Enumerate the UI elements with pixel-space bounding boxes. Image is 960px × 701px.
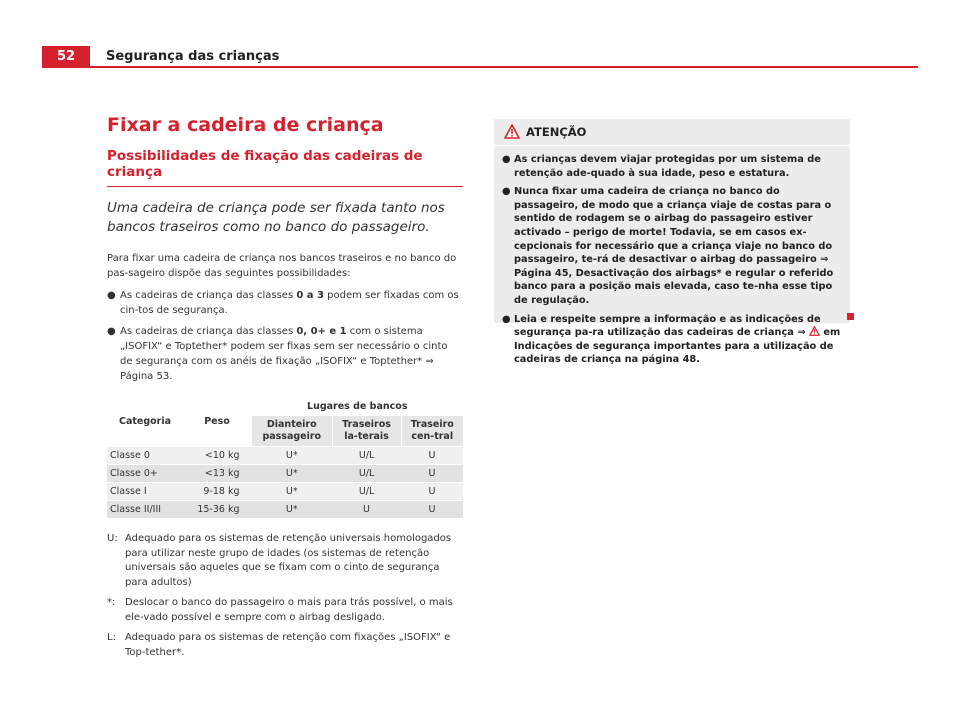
header-categoria: Categoria (107, 398, 183, 447)
intro-text: Uma cadeira de criança pode ser fixada tanto nos bancos traseiros como no banco do passageiro. (107, 200, 445, 235)
section-end-marker (847, 313, 854, 320)
table-row: Classe 0 <10 kg U* U/L U (107, 447, 463, 465)
warning-item: ● As crianças devem viajar protegidas por um sistema de retenção ade-quado à sua idade, peso e estatura. (502, 154, 821, 179)
bullet-item: ● As cadeiras de criança das classes 0 a 3 podem ser fixadas com os cin-tos de segurança. (107, 290, 459, 316)
legend-item: U: Adequado para os sistemas de retenção universais homologados para utilizar neste grupo de idades (os sistemas de retenção universais são aqueles que se fixam com o cinto de segurança para adultos) (107, 533, 452, 588)
warning-item: ● Leia e respeite sempre a informação e as indicações de segurança pa-ra utilização das cadeiras de criança ⇒ em Indicações de segurança importantes para a utilização de cadeiras de criança na página 48. (502, 313, 841, 366)
header-peso: Peso (183, 398, 252, 447)
main-column (107, 114, 463, 666)
bullet-dot-icon: ● (107, 326, 116, 337)
header-dianteiro: Dianteiro passageiro (252, 416, 333, 447)
legend-item: *: Deslocar o banco do passageiro o mais para trás possível, o mais ele-vado possível e sempre com o airbag desligado. (107, 597, 453, 623)
warning-body (502, 153, 842, 372)
header-traseiros-laterais: Traseiros la-terais (332, 416, 401, 447)
warning-item: ● Nunca fixar uma cadeira de criança no banco do passageiro, de modo que a criança viaje de costas para o sentido de rodagem se o airbag do passageiro estiver activado – perigo de morte! Todavia, se em casos ex-cepcionais for necessário que a criança viaje no banco do passageiro, te-rá de desactivar o airbag do passageiro ⇒ Página 45, Desactivação dos airbags* e regular o referido banco para a posição mais elevada, caso te-nha esse tipo de regulação. (502, 186, 834, 306)
section-title: Fixar a cadeira de criança (107, 114, 384, 136)
bullet-dot-icon: ● (107, 290, 116, 301)
legend-item: L: Adequado para os sistemas de retenção com fixações „ISOFIX“ e Top-tether*. (107, 632, 451, 658)
warning-triangle-icon (809, 326, 820, 336)
bullet-dot-icon: ● (502, 313, 511, 325)
table-row: Classe 0+ <13 kg U* U/L U (107, 465, 463, 483)
bullet-item: ● As cadeiras de criança das classes 0, 0+ e 1 com o sistema „ISOFIX“ e Toptether* podem ser fixas sem ser necessário o cinto de segurança com os anéis de fixação „ISOFIX“ e Toptether* ⇒ Página 53. (107, 326, 448, 382)
header-traseiro-central: Traseiro cen-tral (401, 416, 463, 447)
seat-class-table (107, 398, 463, 518)
warning-box (494, 119, 850, 366)
warning-title: ATENÇÃO (526, 125, 587, 139)
warning-triangle-icon (504, 124, 520, 139)
warning-header (494, 119, 850, 146)
bullet-dot-icon: ● (502, 186, 511, 198)
table-legend (107, 532, 463, 660)
header-lugares: Lugares de bancos (252, 398, 464, 416)
table-row: Classe II/III 15-36 kg U* U U (107, 501, 463, 519)
header-rule (42, 66, 918, 68)
running-title: Segurança das crianças (106, 49, 280, 64)
page-number: 52 (42, 46, 90, 67)
table-row: Classe I 9-18 kg U* U/L U (107, 483, 463, 501)
bullet-dot-icon: ● (502, 154, 511, 165)
body-text: Para fixar uma cadeira de criança nos bancos traseiros e no banco do pas-sageiro dispõe das seguintes possibilidades: (107, 253, 457, 279)
section-subtitle: Possibilidades de fixação das cadeiras de criança (107, 148, 463, 187)
